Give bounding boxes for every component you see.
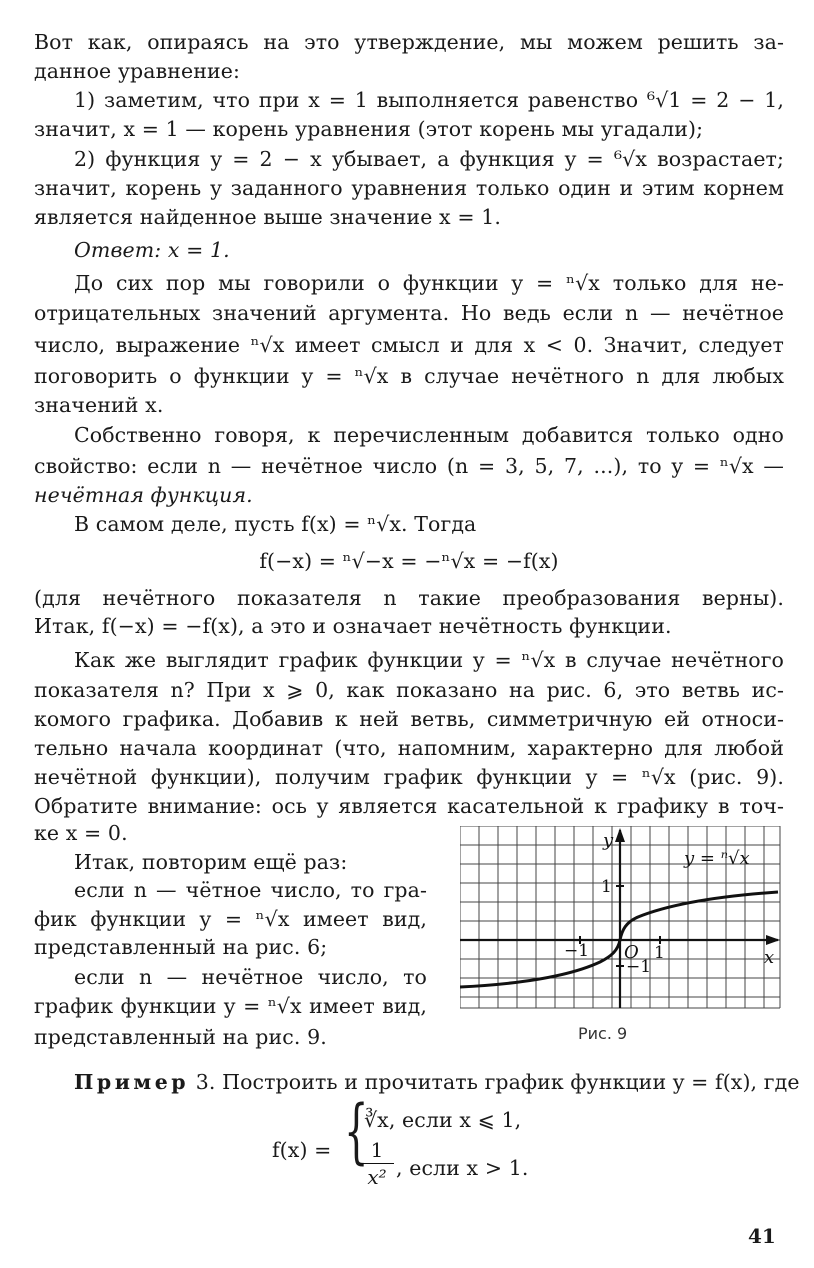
paragraph-line: значит, x = 1 — корень уравнения (этот корень мы угадали); [34,117,704,141]
formula-line: f(−x) = ⁿ√−x = −ⁿ√x = −f(x) [259,549,559,573]
tick-y-pos-label: 1 [601,877,612,897]
origin-label: O [624,942,639,963]
fraction-numerator: 1 [370,1138,384,1162]
paragraph-line: Собственно говоря, к перечисленным добавится только одно [74,423,784,447]
y-axis-arrow [615,828,625,842]
paragraph-line: В самом деле, пусть f(x) = ⁿ√x. Тогда [74,512,477,536]
paragraph-line: До сих пор мы говорили о функции y = ⁿ√x только для не- [74,271,784,295]
paragraph-line: комого графика. Добавив к ней ветвь, симметричную ей относи- [34,707,784,731]
paragraph-line: нечётная функция. [34,483,253,507]
paragraph-line: фик функции y = ⁿ√x имеет вид, [34,907,427,931]
fraction-bar [360,1163,394,1164]
paragraph-line: значений x. [34,393,164,417]
paragraph-line: 2) функция y = 2 − x убывает, а функция y = ⁶√x возрастает; [74,147,784,171]
paragraph-line: нечётной функции), получим график функции y = ⁿ√x (рис. 9). [34,765,784,789]
example-text: 3. Построить и прочитать график функции y = f(x), где [195,1070,800,1094]
paragraph-line: данное уравнение: [34,59,240,83]
x-axis-label: x [764,947,775,968]
page-number: 41 [748,1224,776,1248]
example-label: Пример [74,1070,190,1094]
piecewise-lhs: f(x) = [272,1138,332,1162]
paragraph-line: значит, корень у заданного уравнения только один и этим корнем [34,176,784,200]
paragraph-line: если n — чётное число, то гра- [74,878,427,902]
tick-y-neg-label: −1 [626,957,652,977]
paragraph-line: представленный на рис. 6; [34,935,328,959]
paragraph-line: Как же выглядит график функции y = ⁿ√x в случае нечётного [74,648,784,672]
paragraph-line: отрицательных значений аргумента. Но ведь если n — нечётное [34,301,784,325]
paragraph-line: Итак, f(−x) = −f(x), а это и означает нечётность функции. [34,614,672,638]
paragraph-line: поговорить о функции y = ⁿ√x в случае нечётного n для любых [34,364,784,388]
paragraph-line: число, выражение ⁿ√x имеет смысл и для x < 0. Значит, следует [34,333,784,357]
paragraph-line: ке x = 0. [34,821,128,845]
piecewise-brace: { [344,1090,369,1172]
paragraph-line: свойство: если n — нечётное число (n = 3, 5, 7, ...), то y = ⁿ√x — [34,454,784,478]
paragraph-line: Обратите внимание: ось y является касательной к графику в точ- [34,794,784,818]
fraction [360,1138,394,1189]
figure-caption: Рис. 9 [578,1024,628,1043]
tick-x-pos-label: 1 [654,943,665,963]
paragraph-line: Вот как, опираясь на это утверждение, мы можем решить за- [34,30,784,54]
piecewise-case-1: ∛x, если x ⩽ 1, [364,1108,522,1132]
curve-label: y = ⁿ√x [684,848,750,869]
function-graph [460,826,782,1012]
piecewise-case-2-condition: , если x > 1. [396,1156,529,1180]
x-axis-arrow [766,935,780,945]
fraction-denominator: x² [367,1165,387,1189]
tick-x-neg-label: −1 [564,941,590,961]
paragraph-line: представленный на рис. 9. [34,1025,327,1049]
paragraph-line: показателя n? При x ⩾ 0, как показано на рис. 6, это ветвь ис- [34,678,784,702]
y-axis-label: y [603,830,614,851]
example-heading [74,1068,814,1096]
paragraph-line: график функции y = ⁿ√x имеет вид, [34,994,427,1018]
paragraph-line: тельно начала координат (что, напомним, характерно для любой [34,736,784,760]
paragraph-line: 1) заметим, что при x = 1 выполняется равенство ⁶√1 = 2 − 1, [74,88,784,112]
paragraph-line: если n — нечётное число, то [74,965,427,989]
paragraph-line: (для нечётного показателя n такие преобразования верны). [34,586,784,610]
paragraph-line: является найденное выше значение x = 1. [34,205,501,229]
answer-line: Ответ: x = 1. [74,238,230,262]
paragraph-line: Итак, повторим ещё раз: [74,850,348,874]
